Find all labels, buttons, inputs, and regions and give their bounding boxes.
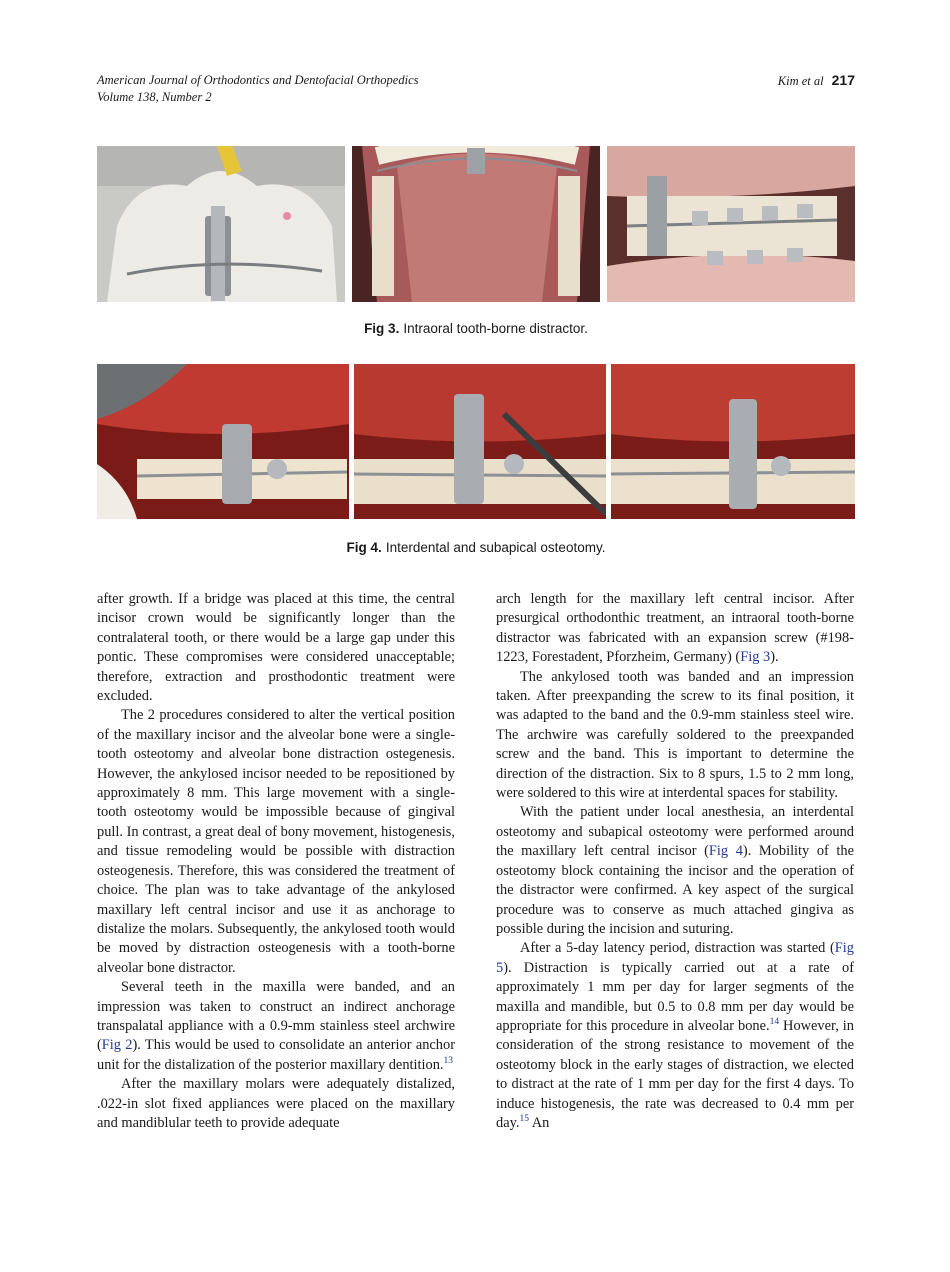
author-line: Kim et al (777, 74, 824, 88)
left-paragraph-1: after growth. If a bridge was placed at this time, the central incisor crown would be significantly longer than the contralateral tooth, or there would be a large gap under this pontic. These compromises were considered unacceptable; therefore, extraction and prosthodontic treatment were excluded. (97, 591, 455, 705)
journal-title: American Journal of Orthodontics and Dentofacial Orthopedics (97, 73, 419, 87)
figure-4-label: Fig 4. (346, 540, 382, 555)
page-number: 217 (831, 72, 855, 88)
left-paragraph-3: Several teeth in the maxilla were banded, and an impression was taken to construct an indirect anchorage transpalatal appliance with a 0.9-mm stainless steel archwire (Fig 2). This would be used to consolidate an anterior anchor unit for the distalization of the posterior maxillary dentition.$^{13}$ (97, 979, 455, 1073)
ref-15-link[interactable]: 15 (519, 1114, 529, 1125)
figure-3-panels (97, 146, 855, 302)
fig4-link[interactable]: Fig 4 (708, 843, 743, 860)
figure-4-caption-text: Interdental and subapical osteotomy. (385, 540, 606, 555)
fig3-photo-model (97, 146, 345, 302)
ref-14-link[interactable]: 14 (769, 1017, 780, 1028)
fig3-photo-lateral (607, 146, 855, 302)
fig4-photo-osteotomy-3 (611, 364, 855, 519)
figure-3-label: Fig 3. (364, 321, 400, 336)
left-paragraph-2: The 2 procedures considered to alter the vertical position of the maxillary incisor and the alveolar bone were a single-tooth osteotomy and alveolar bone distraction ostegenesis. However, the ankylosed incisor needed to be repositioned by approximately 8 mm. This large movement with a single-tooth osteotomy would be impossible because of gingival pull. In contrast, a great deal of bony movement, histogenesis, and tissue remodeling would be possible with distraction osteogenesis. Therefore, this was considered the treatment of choice. The plan was to take advantage of the ankylosed maxillary left central incisor and use it as anchorage to distalize the molars. Subsequently, the ankylosed tooth would be moved by distraction osteogenesis with a tooth-borne alveolar bone distractor. (97, 707, 455, 976)
right-column (496, 590, 854, 1133)
fig5-link[interactable]: Fig 5 (496, 940, 854, 976)
figure-4-caption (97, 540, 855, 555)
right-paragraph-3: With the patient under local anesthesia, an interdental osteotomy and subapical osteotomy were performed around the maxillary left central incisor (Fig 4). Mobility of the osteotomy block containing the incisor and the operation of the distractor were confirmed. A key aspect of the surgical procedure was to conserve as much attached gingiva as possible during the incision and suturing. (496, 804, 854, 937)
fig2-link[interactable]: Fig 2 (101, 1037, 133, 1054)
right-paragraph-4: After a 5-day latency period, distraction was started (Fig 5). Distraction is typically carried out at a rate of approximately 1 mm per day for larger segments of the maxilla and mandible, but 0.5 to 0.8 mm per day would be appropriate for this procedure in alveolar bone.$^{14}$ However, in consideration of the strong resistance to movement of the osteotomy block in the early stages of distraction, we elected to distract at the rate of 1 mm per day for the first 4 days. To induce histogenesis, the rate was decreased to 0.4 mm per day.$^{15}$ An (496, 940, 854, 1131)
running-header (97, 72, 855, 106)
ref-13-link[interactable]: 13 (443, 1055, 453, 1066)
fig4-photo-osteotomy-1 (97, 364, 349, 519)
left-column (97, 590, 455, 1133)
figure-3-caption (97, 321, 855, 336)
fig4-photo-osteotomy-2 (354, 364, 606, 519)
right-paragraph-2: The ankylosed tooth was banded and an impression taken. After preexpanding the screw to its final position, it was adapted to the band and the 0.9-mm stainless steel wire. The archwire was carefully soldered to the preexpanded screw and the band. This is important to determine the direction of the distraction. Six to 8 spurs, 1.5 to 2 mm long, were soldered to this wire at interdental spaces for stability. (496, 668, 854, 802)
figure-4-panels (97, 364, 855, 519)
right-paragraph-1: arch length for the maxillary left central incisor. After presurgical orthodonthic treatment, an intraoral tooth-borne distractor was fabricated with an expansion screw (#198-1223, Forestadent, Pforzheim, Germany) (Fig 3). (496, 591, 854, 666)
figure-3-caption-text: Intraoral tooth-borne distractor. (403, 321, 588, 336)
header-right (778, 72, 855, 90)
left-paragraph-4: After the maxillary molars were adequately distalized, .022-in slot fixed appliances were placed on the maxillary and mandiblular teeth to provide adequate (97, 1076, 455, 1131)
fig3-photo-palatal (352, 146, 600, 302)
fig3-link[interactable]: Fig 3 (740, 649, 771, 666)
journal-volume: Volume 138, Number 2 (97, 90, 212, 104)
